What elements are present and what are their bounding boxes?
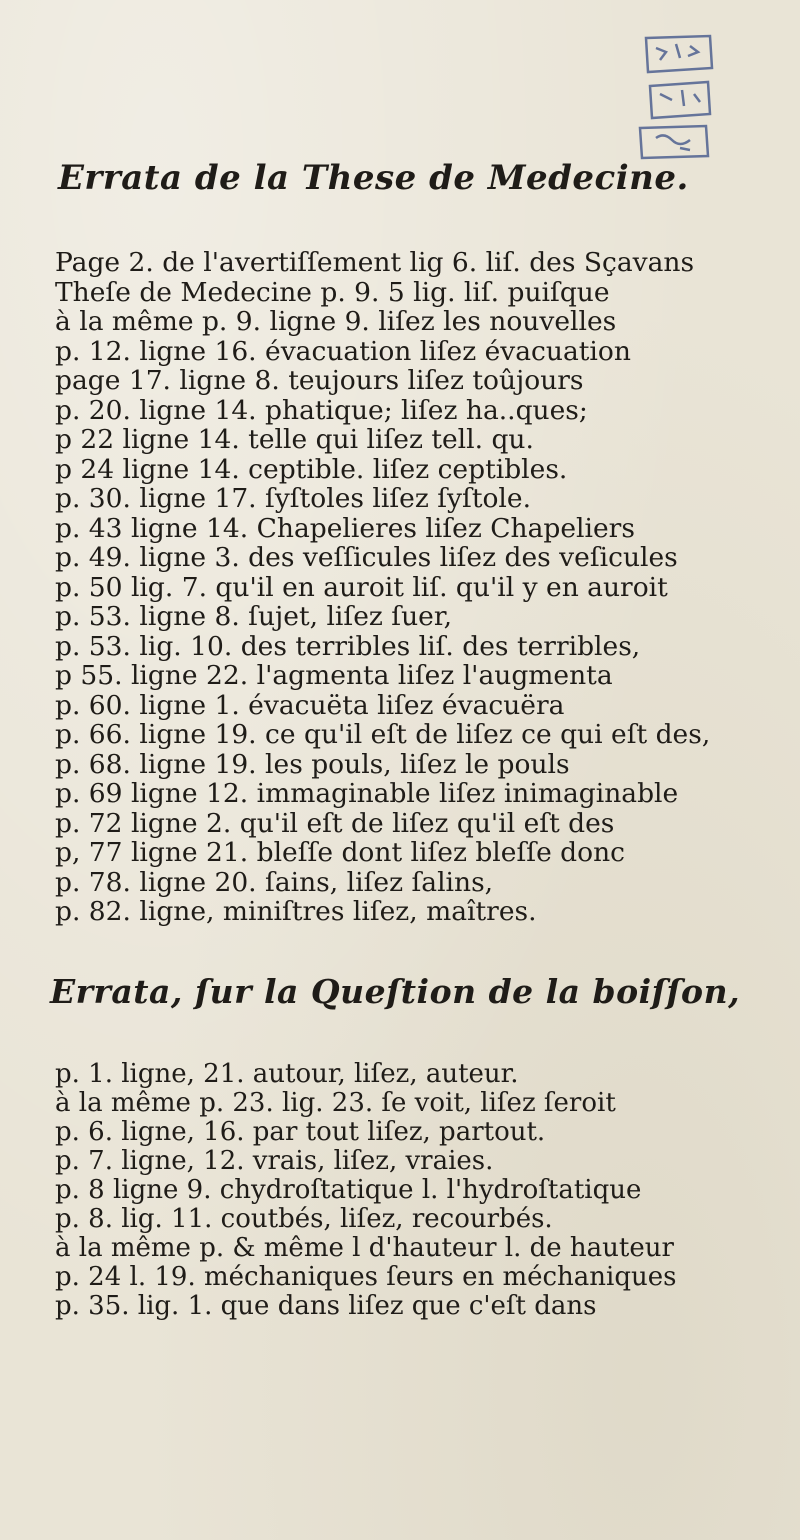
errata-these-title: Errata de la These de Medecine. (58, 158, 689, 198)
errata-line: page 17. ligne 8. teujours liſez toûjours (55, 366, 584, 396)
errata-line: p, 77 ligne 21. bleſſe dont liſez bleſſe donc (55, 838, 626, 868)
errata-these-list (55, 248, 775, 927)
errata-line: p. 20. ligne 14. phatique; liſez ha..ques; (55, 395, 588, 425)
errata-line: p. 24 l. 19. méchaniques ſeurs en méchaniques (55, 1263, 677, 1292)
errata-line: p. 12. ligne 16. évacuation liſez évacuation (55, 336, 631, 366)
errata-line: p 22 ligne 14. telle qui liſez tell. qu. (55, 425, 534, 455)
errata-line: p. 8. lig. 11. coutbés, liſez, recourbés. (55, 1205, 553, 1234)
errata-line: à la même p. 9. ligne 9. liſez les nouvelles (55, 307, 617, 337)
library-stamp-icon (628, 28, 718, 168)
errata-line: p 55. ligne 22. l'agmenta liſez l'augmenta (55, 661, 613, 691)
errata-line: à la même p. & même l d'hauteur l. de hauteur (55, 1234, 674, 1263)
errata-line: Theſe de Medecine p. 9. 5 lig. liſ. puiſque (55, 277, 610, 307)
errata-line: p. 50 lig. 7. qu'il en auroit liſ. qu'il y en auroit (55, 572, 668, 602)
errata-line: p. 1. ligne, 21. autour, liſez, auteur. (55, 1060, 519, 1089)
errata-line: p. 8 ligne 9. chydroſtatique l. l'hydroſtatique (55, 1176, 642, 1205)
errata-line: p. 82. ligne, miniſtres liſez, maîtres. (55, 897, 537, 927)
errata-line: p. 53. lig. 10. des terribles liſ. des terribles, (55, 631, 641, 661)
errata-line: p. 69 ligne 12. immaginable liſez inimaginable (55, 779, 679, 809)
errata-line: p. 78. ligne 20. ſains, liſez ſalins, (55, 867, 494, 897)
errata-line: p 24 ligne 14. ceptible. liſez ceptibles. (55, 454, 568, 484)
errata-line: Page 2. de l'avertiſſement lig 6. liſ. des Sçavans (55, 248, 695, 278)
errata-line: p. 6. ligne, 16. par tout liſez, partout. (55, 1118, 546, 1147)
errata-line: p. 68. ligne 19. les pouls, liſez le pouls (55, 749, 570, 779)
errata-line: p. 30. ligne 17. ſyſtoles liſez ſyſtole. (55, 484, 532, 514)
errata-line: p. 43 ligne 14. Chapelieres liſez Chapeliers (55, 513, 635, 543)
errata-line: p. 60. ligne 1. évacuëta liſez évacuëra (55, 690, 565, 720)
errata-line: p. 7. ligne, 12. vrais, liſez, vraies. (55, 1147, 494, 1176)
errata-boisson-title: Errata, ſur la Queſtion de la boiſſon, (50, 972, 741, 1011)
errata-line: p. 49. ligne 3. des veſſicules liſez des veſicules (55, 543, 678, 573)
errata-line: p. 53. ligne 8. ſujet, liſez ſuer, (55, 602, 453, 632)
errata-line: à la même p. 23. lig. 23. ſe voit, liſez ſeroit (55, 1089, 616, 1118)
errata-line: p. 72 ligne 2. qu'il eſt de liſez qu'il eſt des (55, 808, 615, 838)
errata-boisson-list (55, 1060, 775, 1321)
errata-line: p. 35. lig. 1. que dans liſez que c'eſt dans (55, 1292, 597, 1321)
errata-line: p. 66. ligne 19. ce qu'il eſt de liſez ce qui eſt des, (55, 720, 711, 750)
